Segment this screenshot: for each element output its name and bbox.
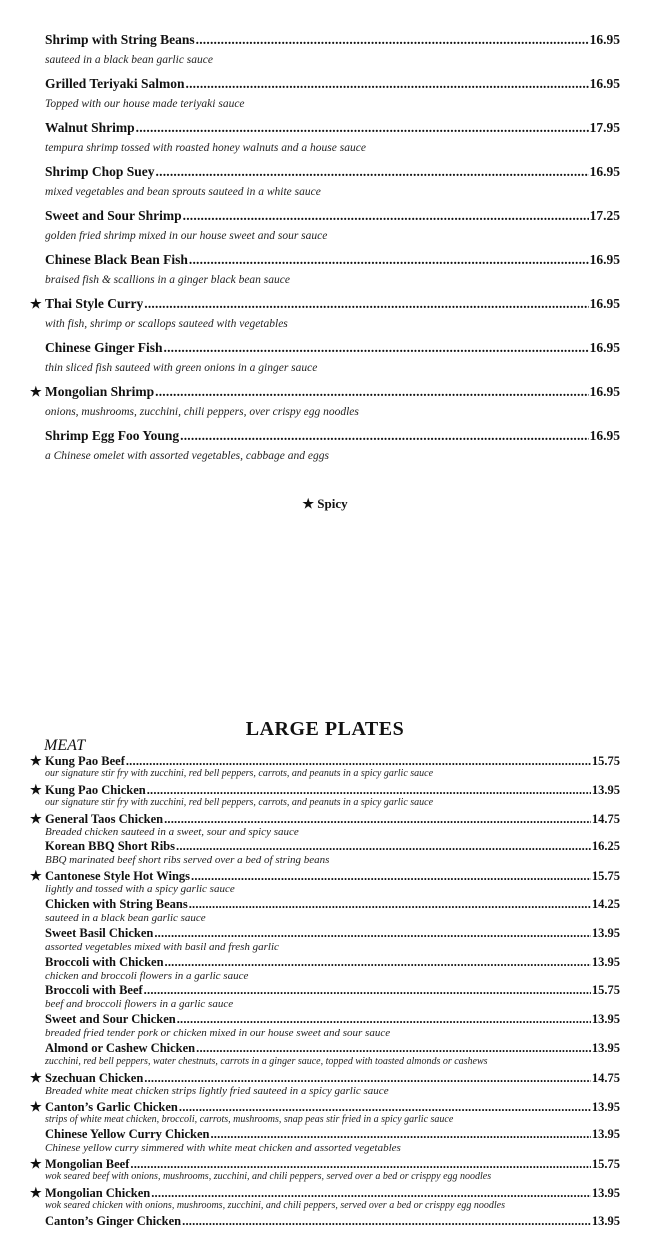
menu-item-row xyxy=(30,753,620,769)
dot-leader xyxy=(191,869,591,884)
item-description: Breaded white meat chicken strips lightly fried sauteed in a spicy garlic sauce xyxy=(45,1084,389,1097)
item-name: Chicken with String Beans xyxy=(45,896,188,911)
spicy-legend xyxy=(0,496,650,512)
menu-item xyxy=(0,782,650,811)
item-description: golden fried shrimp mixed in our house sweet and sour sauce xyxy=(45,230,328,242)
menu-item-row xyxy=(30,1041,620,1057)
menu-item-row xyxy=(30,1070,620,1086)
menu-item xyxy=(0,1041,650,1070)
dot-leader xyxy=(186,76,589,92)
menu-item xyxy=(0,252,650,296)
item-price: 16.95 xyxy=(589,340,620,355)
dot-leader xyxy=(144,983,591,998)
spicy-star-icon: ★ xyxy=(30,1098,42,1114)
item-description: mixed vegetables and bean sprouts sauteed in a white sauce xyxy=(45,186,321,198)
item-price: 13.95 xyxy=(591,954,620,969)
menu-item-row xyxy=(30,897,620,913)
dot-leader xyxy=(182,1214,591,1229)
menu-item-row xyxy=(30,926,620,942)
item-price: 15.75 xyxy=(591,869,620,884)
dot-leader xyxy=(130,1157,591,1172)
spicy-star-icon: ★ xyxy=(30,1156,42,1172)
item-name: Cantonese Style Hot Wings xyxy=(45,869,191,884)
large-plates-list xyxy=(0,753,650,1243)
dot-leader xyxy=(165,955,591,970)
item-name: Mongolian Beef xyxy=(45,1157,130,1172)
menu-item xyxy=(0,753,650,782)
item-price: 13.95 xyxy=(591,1185,620,1200)
menu-item-row xyxy=(30,76,620,96)
menu-item-row xyxy=(30,1214,620,1230)
dot-leader xyxy=(144,296,588,312)
item-name: Canton’s Garlic Chicken xyxy=(45,1099,178,1114)
item-price: 13.95 xyxy=(591,1127,620,1142)
seafood-section xyxy=(0,0,650,472)
spicy-star-icon: ★ xyxy=(30,753,42,768)
menu-item xyxy=(0,1099,650,1128)
item-price: 16.95 xyxy=(589,428,620,443)
spicy-star-icon: ★ xyxy=(30,296,42,311)
menu-item-row xyxy=(30,955,620,971)
item-name: Chinese Yellow Curry Chicken xyxy=(45,1127,210,1142)
menu-item xyxy=(0,1156,650,1185)
spicy-label: Spicy xyxy=(317,496,348,511)
item-name: Shrimp Egg Foo Young xyxy=(45,428,180,443)
item-description: braised fish & scallions in a ginger black bean sauce xyxy=(45,274,290,286)
item-price: 14.25 xyxy=(591,896,620,911)
item-price: 16.95 xyxy=(589,252,620,267)
item-name: Szechuan Chicken xyxy=(45,1070,144,1085)
dot-leader xyxy=(126,754,591,769)
dot-leader xyxy=(177,1012,591,1027)
item-price: 14.75 xyxy=(591,1070,620,1085)
spicy-star-icon: ★ xyxy=(30,384,42,399)
dot-leader xyxy=(144,1071,591,1086)
menu-item xyxy=(0,1185,650,1214)
dot-leader xyxy=(156,164,589,180)
menu-item-row xyxy=(30,252,620,272)
item-price: 17.95 xyxy=(589,120,620,135)
menu-item-row xyxy=(30,340,620,360)
item-description: thin sliced fish sauteed with green onions in a ginger sauce xyxy=(45,362,318,374)
menu-item xyxy=(0,164,650,208)
menu-item-row xyxy=(30,811,620,827)
item-price: 13.95 xyxy=(591,1099,620,1114)
dot-leader xyxy=(196,1041,591,1056)
menu-item-row xyxy=(30,782,620,798)
item-price: 16.25 xyxy=(591,839,620,854)
menu-item-row xyxy=(30,1156,620,1172)
category-heading: MEAT xyxy=(44,737,86,754)
spicy-star-icon: ★ xyxy=(30,810,42,826)
item-name: General Taos Chicken xyxy=(45,811,164,826)
item-description: a Chinese omelet with assorted vegetables, cabbage and eggs xyxy=(45,450,329,462)
dot-leader xyxy=(196,32,589,48)
dot-leader xyxy=(154,926,591,941)
menu-item-row xyxy=(30,868,620,884)
dot-leader xyxy=(179,1100,591,1115)
menu-item xyxy=(0,839,650,868)
menu-item xyxy=(0,1070,650,1099)
menu-item xyxy=(0,1012,650,1041)
item-price: 16.95 xyxy=(589,164,620,179)
menu-item xyxy=(0,340,650,384)
dot-leader xyxy=(189,252,589,268)
item-description: sauteed in a black bean garlic sauce xyxy=(45,911,206,924)
menu-item xyxy=(0,983,650,1012)
menu-item-row xyxy=(30,120,620,140)
item-price: 13.95 xyxy=(591,1213,620,1228)
dot-leader xyxy=(176,839,591,854)
menu-item xyxy=(0,120,650,164)
menu-item xyxy=(0,384,650,428)
item-description: Chinese yellow curry simmered with white meat chicken and assorted vegetables xyxy=(45,1142,401,1155)
spicy-star-icon: ★ xyxy=(30,1184,42,1200)
item-price: 15.75 xyxy=(591,983,620,998)
item-name: Walnut Shrimp xyxy=(45,120,135,135)
menu-item xyxy=(0,897,650,926)
item-price: 13.95 xyxy=(591,782,620,797)
menu-item xyxy=(0,1127,650,1156)
spicy-star-icon: ★ xyxy=(30,868,42,884)
item-name: Kung Pao Chicken xyxy=(45,782,146,797)
item-description: zucchini, red bell peppers, water chestnuts, carrots in a ginger sauce, topped with toasted almonds or cashews xyxy=(45,1055,488,1067)
section-title: LARGE PLATES xyxy=(245,718,405,740)
item-price: 13.95 xyxy=(591,1012,620,1027)
item-name: Broccoli with Chicken xyxy=(45,954,164,969)
menu-item xyxy=(0,32,650,76)
item-description: chicken and broccoli flowers in a garlic sauce xyxy=(45,969,249,982)
item-price: 13.95 xyxy=(591,1040,620,1055)
seafood-list xyxy=(0,32,650,472)
item-description: our signature stir fry with zucchini, red bell peppers, carrots, and peanuts in a spicy garlic sauce xyxy=(45,796,434,808)
star-icon: ★ xyxy=(302,496,315,511)
item-description: our signature stir fry with zucchini, red bell peppers, carrots, and peanuts in a spicy garlic sauce xyxy=(45,768,434,779)
item-description: Breaded chicken sauteed in a sweet, sour and spicy sauce xyxy=(45,825,299,838)
item-price: 14.75 xyxy=(591,811,620,826)
menu-item-row xyxy=(30,296,620,316)
menu-item-row xyxy=(30,1099,620,1115)
menu-item xyxy=(0,428,650,472)
item-name: Mongolian Shrimp xyxy=(45,384,155,399)
menu-item xyxy=(0,868,650,897)
menu-item-row xyxy=(30,983,620,999)
menu-item-row xyxy=(30,428,620,448)
menu-item-row xyxy=(30,839,620,855)
item-price: 16.95 xyxy=(589,76,620,91)
item-description: sauteed in a black bean garlic sauce xyxy=(45,54,213,66)
item-description: Topped with our house made teriyaki sauce xyxy=(45,98,245,110)
item-name: Canton’s Ginger Chicken xyxy=(45,1213,182,1228)
item-name: Sweet Basil Chicken xyxy=(45,925,154,940)
item-price: 16.95 xyxy=(589,32,620,47)
item-description: with fish, shrimp or scallops sauteed with vegetables xyxy=(45,318,288,330)
item-name: Broccoli with Beef xyxy=(45,983,143,998)
menu-item-row xyxy=(30,208,620,228)
item-description: beef and broccoli flowers in a garlic sauce xyxy=(45,998,234,1011)
large-plates-section xyxy=(0,753,650,1243)
item-name: Chinese Ginger Fish xyxy=(45,340,163,355)
menu-item-row xyxy=(30,164,620,184)
dot-leader xyxy=(164,340,589,356)
item-name: Chinese Black Bean Fish xyxy=(45,252,188,267)
dot-leader xyxy=(136,120,589,136)
spicy-star-icon: ★ xyxy=(30,781,42,797)
dot-leader xyxy=(164,812,591,827)
item-name: Korean BBQ Short Ribs xyxy=(45,839,175,854)
item-description: assorted vegetables mixed with basil and fresh garlic xyxy=(45,940,279,953)
item-name: Mongolian Chicken xyxy=(45,1185,151,1200)
dot-leader xyxy=(189,897,591,912)
item-price: 15.75 xyxy=(591,754,620,768)
dot-leader xyxy=(147,783,591,798)
item-name: Grilled Teriyaki Salmon xyxy=(45,76,185,91)
dot-leader xyxy=(210,1127,590,1142)
item-price: 16.95 xyxy=(589,384,620,399)
cut-off-description xyxy=(0,0,650,32)
item-price: 16.95 xyxy=(589,296,620,311)
dot-leader xyxy=(155,384,588,400)
menu-item xyxy=(0,811,650,840)
item-description: wok seared chicken with onions, mushrooms, zucchini, and chili peppers, served over a bed or crisppy egg noodles xyxy=(45,1199,506,1211)
item-name: Sweet and Sour Chicken xyxy=(45,1012,176,1027)
item-description: strips of white meat chicken, broccoli, carrots, mushrooms, snap peas stir fried in a spicy garlic sauce xyxy=(45,1113,454,1125)
item-name: Sweet and Sour Shrimp xyxy=(45,208,182,223)
item-description: tempura shrimp tossed with roasted honey walnuts and a house sauce xyxy=(45,142,366,154)
dot-leader xyxy=(151,1186,591,1201)
item-name: Shrimp Chop Suey xyxy=(45,164,155,179)
menu-item xyxy=(0,296,650,340)
menu-item xyxy=(0,208,650,252)
item-description: lightly and tossed with a spicy garlic sauce xyxy=(45,883,235,896)
item-price: 17.25 xyxy=(589,208,620,223)
menu-item xyxy=(0,76,650,120)
dot-leader xyxy=(180,428,588,444)
menu-item xyxy=(0,1214,650,1243)
menu-item-row xyxy=(30,1012,620,1028)
menu-item xyxy=(0,955,650,984)
item-price: 15.75 xyxy=(591,1157,620,1172)
item-price: 13.95 xyxy=(591,925,620,940)
menu-item-row xyxy=(30,1127,620,1143)
menu-item-row xyxy=(30,1185,620,1201)
item-description: wok seared beef with onions, mushrooms, zucchini, and chili peppers, served over a bed or crisppy egg noodles xyxy=(45,1171,492,1183)
menu-item-row xyxy=(30,384,620,404)
spicy-star-icon: ★ xyxy=(30,1069,42,1085)
item-description: BBQ marinated beef short ribs served over a bed of string beans xyxy=(45,854,330,867)
dot-leader xyxy=(183,208,589,224)
item-name: Thai Style Curry xyxy=(45,296,144,311)
item-name: Almond or Cashew Chicken xyxy=(45,1040,196,1055)
menu-item xyxy=(0,926,650,955)
item-description: onions, mushrooms, zucchini, chili peppers, over crispy egg noodles xyxy=(45,406,359,418)
item-name: Kung Pao Beef xyxy=(45,754,125,768)
item-name: Shrimp with String Beans xyxy=(45,32,195,47)
item-description: breaded fried tender pork or chicken mixed in our house sweet and sour sauce xyxy=(45,1027,391,1040)
menu-item-row xyxy=(30,32,620,52)
